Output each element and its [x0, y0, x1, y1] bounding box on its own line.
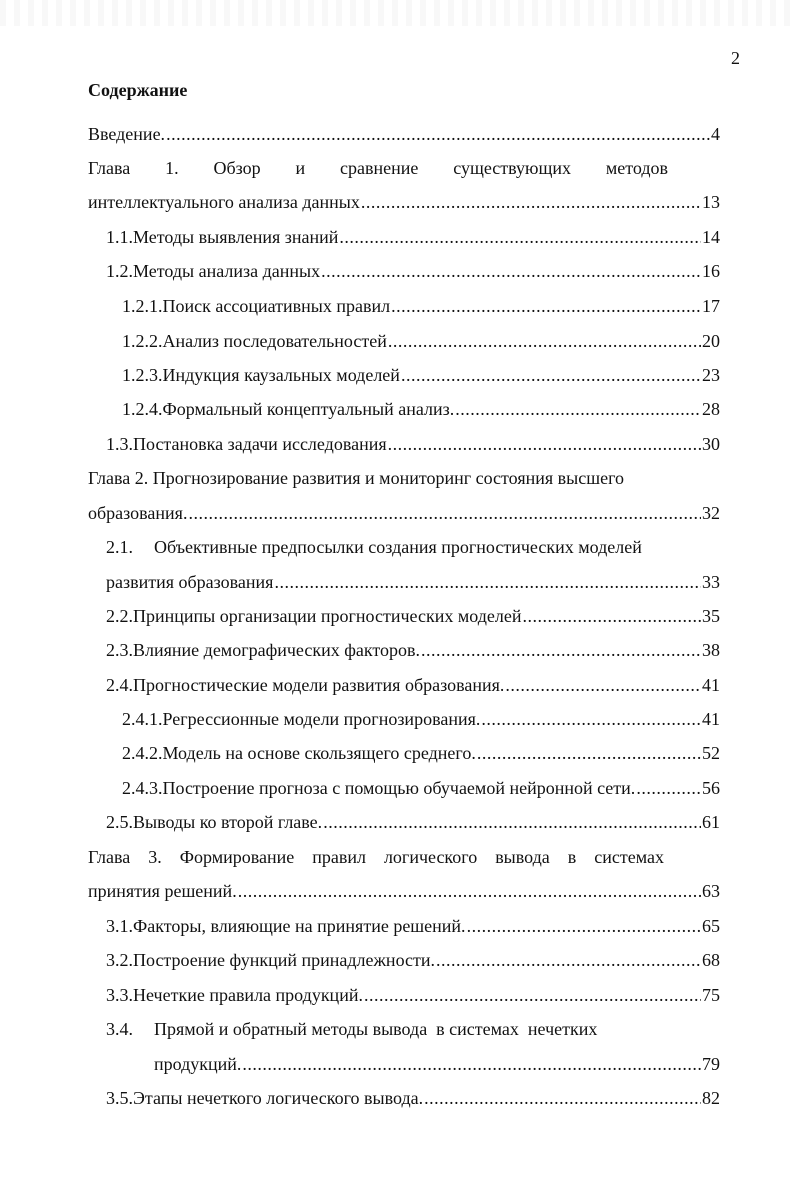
toc-entry-page: 32	[702, 503, 720, 523]
toc-entry-text: Принципы организации прогностических моделей	[133, 606, 522, 626]
toc-entry-1-3[interactable]	[106, 432, 720, 456]
toc-entry-1-2-1[interactable]	[122, 294, 720, 318]
toc-entry-page: 4	[711, 124, 720, 144]
toc-entry-intro[interactable]	[88, 122, 720, 146]
word: 3.	[148, 847, 162, 867]
word: правил	[312, 847, 366, 867]
toc-entry-page: 13	[702, 192, 720, 212]
dot-leader	[323, 810, 701, 834]
toc-entry-text: Формальный концептуальный анализ.	[162, 399, 455, 419]
toc-entry-page: 82	[702, 1088, 720, 1108]
toc-entry-page: 41	[702, 675, 720, 695]
toc-chapter-3-line-1[interactable]	[88, 845, 664, 869]
toc-entry-number: 1.3.	[106, 434, 133, 454]
toc-entry-2-4-2[interactable]	[122, 741, 720, 765]
toc-entry-page: 33	[702, 572, 720, 592]
toc-entry-number: 1.2.3.	[122, 365, 163, 385]
word: в	[567, 847, 577, 867]
toc-entry-1-2-2[interactable]	[122, 329, 720, 353]
word: и	[295, 158, 306, 178]
toc-entry-number: 2.3.	[106, 640, 133, 660]
toc-entry-number: 1.2.4.	[122, 399, 163, 419]
toc-entry-text: Объективные предпосылки создания прогностических моделей	[154, 537, 642, 557]
toc-entry-text: Влияние демографических факторов.	[133, 640, 421, 660]
dot-leader	[477, 741, 701, 765]
toc-entry-1-2-4[interactable]	[122, 397, 720, 421]
toc-entry-text: продукций.	[154, 1054, 242, 1074]
toc-entry-text: принятия решений.	[88, 881, 237, 901]
toc-entry-number: 2.1.	[106, 537, 133, 557]
toc-entry-text: Построение функций принадлежности.	[133, 950, 436, 970]
toc-entry-number: 3.3.	[106, 985, 133, 1005]
word: Глава	[88, 158, 131, 178]
word: Формирование	[179, 847, 295, 867]
toc-entry-3-5[interactable]	[106, 1086, 720, 1110]
toc-entry-text: Регрессионные модели прогнозирования.	[162, 709, 481, 729]
toc-chapter-3-line-2[interactable]	[88, 879, 720, 903]
toc-entry-page: 20	[702, 331, 720, 351]
page-number: 2	[731, 48, 740, 68]
dot-leader	[188, 501, 701, 525]
dot-leader	[505, 673, 701, 697]
toc-entry-text: Построение прогноза с помощью обучаемой нейронной сети.	[162, 778, 636, 798]
toc-entry-number: 2.4.	[106, 675, 133, 695]
toc-entry-2-4-3[interactable]	[122, 776, 720, 800]
toc-entry-page: 14	[702, 227, 720, 247]
toc-entry-text: Прямой и обратный методы вывода в системах нечетких	[154, 1019, 598, 1039]
scan-artifact	[0, 0, 796, 26]
toc-entry-page: 56	[702, 778, 720, 798]
toc-chapter-2-line-2[interactable]	[88, 501, 720, 525]
toc-entry-1-2[interactable]	[106, 259, 720, 283]
toc-entry-text: Методы выявления знаний	[133, 227, 339, 247]
toc-entry-1-2-3[interactable]	[122, 363, 720, 387]
toc-entry-number: 3.5.	[106, 1088, 133, 1108]
word: вывода	[495, 847, 550, 867]
toc-chapter-1-line-1[interactable]	[88, 156, 668, 180]
dot-leader	[364, 983, 701, 1007]
toc-entry-page: 79	[702, 1054, 720, 1074]
dot-leader	[166, 122, 710, 146]
toc-entry-page: 35	[702, 606, 720, 626]
dot-leader	[391, 294, 701, 318]
toc-entry-text: Прогностические модели развития образования.	[133, 675, 505, 695]
toc-entry-number: 3.4.	[106, 1019, 133, 1039]
toc-entry-text: интеллектуального анализа данных	[88, 192, 360, 212]
toc-entry-2-5[interactable]	[106, 810, 720, 834]
word: методов	[605, 158, 668, 178]
toc-entry-3-4-line-1[interactable]	[106, 1017, 597, 1041]
toc-entry-text: Постановка задачи исследования	[133, 434, 387, 454]
toc-entry-text: Модель на основе скользящего среднего.	[162, 743, 476, 763]
toc-entry-number: 2.4.2.	[122, 743, 163, 763]
toc-entry-number: 3.2.	[106, 950, 133, 970]
toc-entry-page: 38	[702, 640, 720, 660]
toc-title: Содержание	[88, 80, 188, 100]
dot-leader	[436, 948, 701, 972]
toc-entry-2-4[interactable]	[106, 673, 720, 697]
toc-chapter-2-line-1[interactable]: Глава 2. Прогнозирование развития и мониторинг состояния высшего	[88, 468, 625, 488]
toc-chapter-1-line-2[interactable]	[88, 190, 720, 214]
dot-leader	[361, 190, 701, 214]
toc-entry-number: 2.4.3.	[122, 778, 163, 798]
toc-entry-3-1[interactable]	[106, 914, 720, 938]
word: существующих	[453, 158, 571, 178]
dot-leader	[522, 604, 701, 628]
toc-entry-text: образования.	[88, 503, 188, 523]
toc-entry-text: Поиск ассоциативных правил	[162, 296, 391, 316]
toc-entry-page: 17	[702, 296, 720, 316]
toc-entry-2-4-1[interactable]	[122, 707, 720, 731]
toc-entry-text: Анализ последовательностей	[162, 331, 387, 351]
toc-entry-text: Методы анализа данных	[133, 261, 321, 281]
word: Глава	[88, 847, 131, 867]
toc-entry-3-3[interactable]	[106, 983, 720, 1007]
toc-entry-number: 1.2.1.	[122, 296, 163, 316]
toc-entry-number: 1.2.2.	[122, 331, 163, 351]
toc-entry-3-4-line-2[interactable]	[154, 1052, 720, 1076]
toc-entry-page: 16	[702, 261, 720, 281]
word: Обзор	[213, 158, 261, 178]
toc-entry-text: Выводы ко второй главе.	[133, 812, 323, 832]
toc-entry-text: Нечеткие правила продукций.	[133, 985, 363, 1005]
dot-leader	[636, 776, 701, 800]
toc-entry-number: 2.4.1.	[122, 709, 163, 729]
toc-entry-text: Этапы нечеткого логического вывода.	[133, 1088, 424, 1108]
dot-leader	[455, 397, 701, 421]
dot-leader	[388, 432, 701, 456]
toc-entry-page: 63	[702, 881, 720, 901]
dot-leader	[242, 1052, 701, 1076]
toc-entry-text: Индукция каузальных моделей	[162, 365, 400, 385]
toc-entry-number: 2.2.	[106, 606, 133, 626]
toc-entry-number: 3.1.	[106, 916, 133, 936]
toc-entry-page: 23	[702, 365, 720, 385]
toc-entry-text: Факторы, влияющие на принятие решений.	[133, 916, 466, 936]
toc-entry-page: 28	[702, 399, 720, 419]
dot-leader	[424, 1086, 701, 1110]
dot-leader	[339, 225, 701, 249]
word: логического	[383, 847, 478, 867]
toc-entry-2-3[interactable]	[106, 638, 720, 662]
toc-entry-page: 68	[702, 950, 720, 970]
word: 1.	[165, 158, 179, 178]
toc-entry-number: 2.5.	[106, 812, 133, 832]
toc-entry-2-1-line-1[interactable]	[106, 535, 642, 559]
toc-entry-text: развития образования	[106, 572, 274, 592]
dot-leader	[401, 363, 701, 387]
word: системах	[594, 847, 664, 867]
word: сравнение	[340, 158, 419, 178]
dot-leader	[481, 707, 701, 731]
dot-leader	[238, 879, 701, 903]
toc-entry-3-2[interactable]	[106, 948, 720, 972]
toc-entry-2-2[interactable]	[106, 604, 720, 628]
toc-entry-page: 75	[702, 985, 720, 1005]
toc-entry-page: 52	[702, 743, 720, 763]
dot-leader	[321, 259, 701, 283]
toc-entry-number: 1.2.	[106, 261, 133, 281]
dot-leader	[274, 570, 701, 594]
toc-entry-text: Введение.	[88, 124, 166, 144]
toc-entry-page: 61	[702, 812, 720, 832]
toc-entry-number: 1.1.	[106, 227, 133, 247]
dot-leader	[467, 914, 701, 938]
toc-entry-page: 65	[702, 916, 720, 936]
toc-entry-page: 30	[702, 434, 720, 454]
toc-entry-2-1-line-2[interactable]	[106, 570, 720, 594]
toc-entry-page: 41	[702, 709, 720, 729]
dot-leader	[388, 329, 701, 353]
toc-entry-1-1[interactable]	[106, 225, 720, 249]
dot-leader	[421, 638, 701, 662]
